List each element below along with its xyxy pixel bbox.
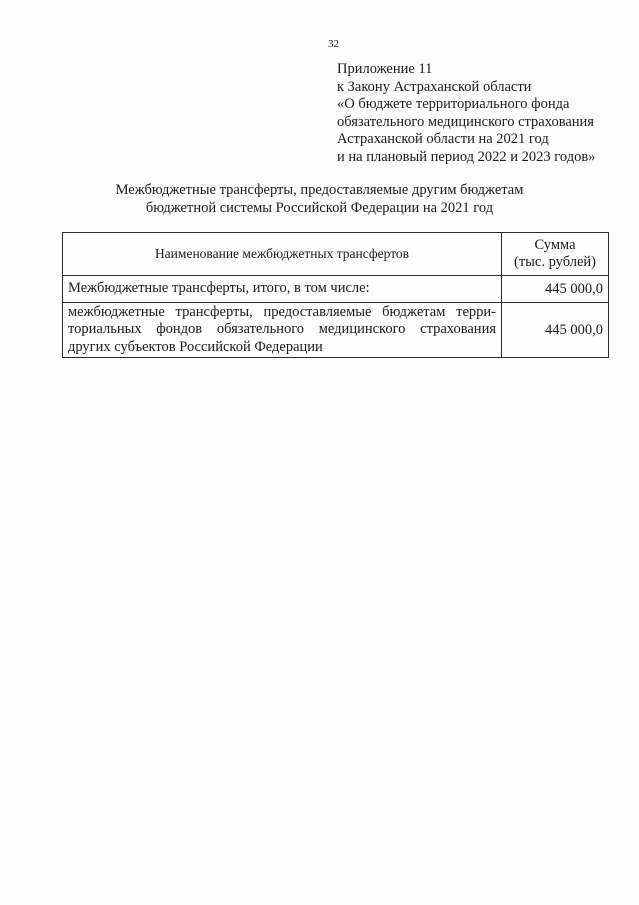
page-number: 32 (328, 38, 339, 50)
row-value-cell: 445 000,0 (502, 276, 609, 303)
header-sum-cell (502, 233, 609, 276)
row-name-cell: Межбюджетные трансферты, итого, в том числе: (63, 276, 502, 303)
row-value-cell: 445 000,0 (502, 303, 609, 358)
appendix-line: Приложение 11 (337, 61, 433, 77)
title-line: бюджетной системы Российской Федерации на 2021 год (145, 200, 494, 216)
table-row (63, 276, 609, 303)
table-row (63, 303, 609, 358)
appendix-line: и на плановый период 2022 и 2023 годов» (337, 148, 596, 165)
appendix-line: «О бюджете территориального фонда (337, 96, 570, 113)
appendix-line: Астраханской области на 2021 год (337, 131, 549, 148)
appendix-reference (337, 61, 595, 167)
header-name-cell: Наименование межбюджетных трансфертов (63, 233, 502, 276)
row-name-cell: межбюджетные трансферты, предоставляемые бюджетам терри-ториальных фондов обязательного медицинского страхования других субъектов Российской Федерации (63, 303, 502, 358)
appendix-line: к Закону Астраханской области (337, 78, 532, 95)
transfers-table (62, 232, 609, 358)
title-line: Межбюджетные трансферты, предоставляемые другим бюджетам (115, 182, 524, 198)
document-title (0, 181, 639, 217)
table-header-row (63, 233, 609, 276)
appendix-line: обязательного медицинского страхования (337, 113, 594, 130)
header-sum-unit: (тыс. рублей) (514, 254, 596, 270)
header-sum-label: Сумма (534, 237, 576, 253)
